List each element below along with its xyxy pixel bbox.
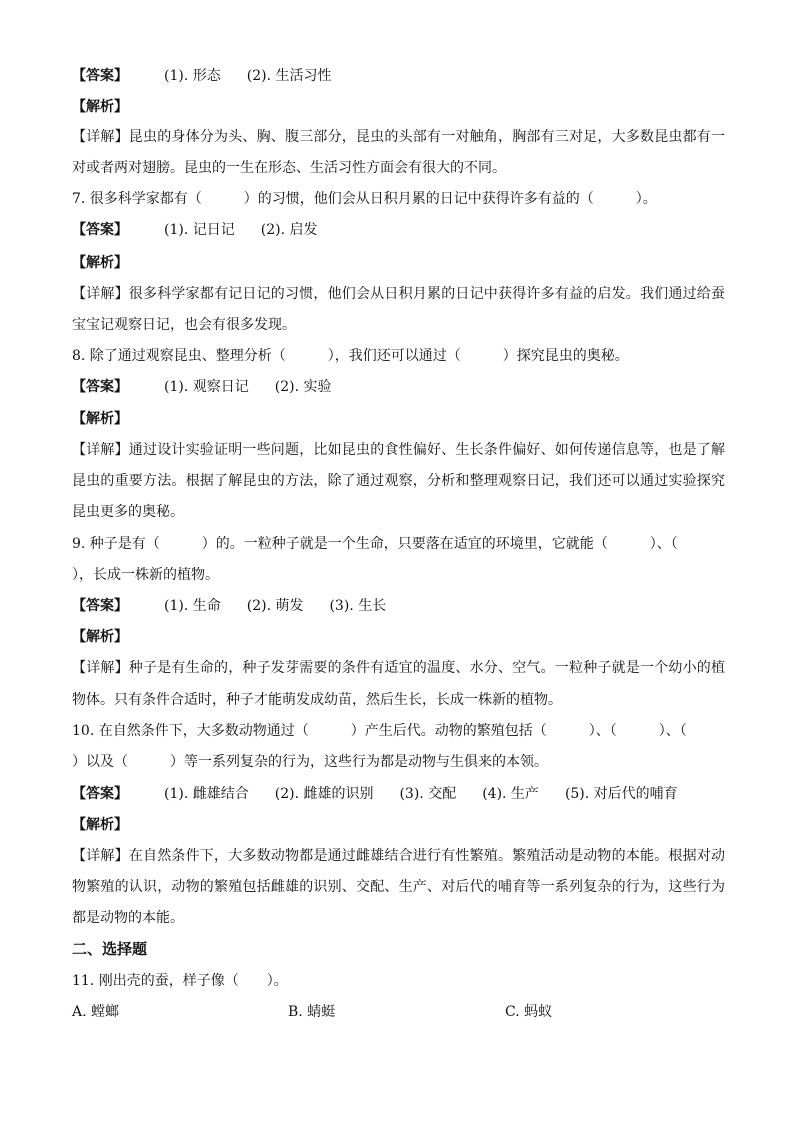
detail-text: 都是动物的本能。 bbox=[72, 910, 184, 926]
option-c: C. 蚂蚁 bbox=[505, 1004, 553, 1020]
analysis-tag: 【解析】 bbox=[72, 411, 128, 427]
analysis-tag: 【解析】 bbox=[72, 99, 128, 115]
answer-item: (1). 生命 bbox=[164, 598, 221, 614]
answer-item: (3). 交配 bbox=[399, 786, 457, 802]
section-heading: 二、选择题 bbox=[72, 940, 148, 958]
answer-item: (1). 雌雄结合 bbox=[164, 786, 249, 802]
answer-tag: 【答案】 bbox=[72, 222, 128, 238]
detail-text: 物繁殖的认识，动物的繁殖包括雌雄的识别、交配、生产、对后代的哺育等一系列复杂的行为，这些行为 bbox=[72, 879, 726, 895]
detail-text: 昆虫的重要方法。根据了解昆虫的方法，除了通过观察，分析和整理观察日记，我们还可以通过实验探究 bbox=[72, 473, 726, 489]
detail-text: 【详解】很多科学家都有记日记的习惯，他们会从日积月累的日记中获得许多有益的启发。我们通过给蚕 bbox=[72, 286, 726, 302]
option-b: B. 蜻蜓 bbox=[288, 1004, 336, 1020]
answer-item: (2). 萌发 bbox=[246, 598, 304, 614]
detail-text: 对或者两对翅膀。昆虫的一生在形态、生活习性方面会有很大的不同。 bbox=[72, 160, 506, 176]
answer-item: (2). 雌雄的识别 bbox=[274, 786, 374, 802]
answer-item: (2). 生活习性 bbox=[246, 68, 332, 84]
answer-item: (4). 生产 bbox=[482, 786, 539, 802]
answer-line bbox=[72, 66, 331, 86]
answer-line bbox=[72, 784, 678, 804]
answer-tag: 【答案】 bbox=[72, 68, 128, 84]
analysis-tag: 【解析】 bbox=[72, 817, 128, 833]
detail-text: 【详解】通过设计实验证明一些问题，比如昆虫的食性偏好、生长条件偏好、如何传递信息等，也是了解 bbox=[72, 442, 726, 458]
answer-item: (1). 记日记 bbox=[164, 222, 235, 238]
answer-tag: 【答案】 bbox=[72, 786, 128, 802]
answer-line bbox=[72, 377, 331, 397]
answer-line bbox=[72, 220, 317, 240]
answer-line bbox=[72, 596, 386, 616]
detail-text: 【详解】在自然条件下，大多数动物都是通过雌雄结合进行有性繁殖。繁殖活动是动物的本能。根据对动 bbox=[72, 848, 726, 864]
answer-tag: 【答案】 bbox=[72, 598, 128, 614]
answer-item: (1). 形态 bbox=[164, 68, 221, 84]
answer-item: (2). 实验 bbox=[274, 379, 332, 395]
question-10: 10. 在自然条件下，大多数动物通过（ ）产生后代。动物的繁殖包括（ ）、（ ）、（ bbox=[72, 723, 687, 739]
question-11: 11. 刚出壳的蚕，样子像（ ）。 bbox=[72, 973, 288, 989]
answer-item: (2). 启发 bbox=[260, 222, 318, 238]
detail-text: 【详解】昆虫的身体分为头、胸、腹三部分，昆虫的头部有一对触角，胸部有三对足，大多数昆虫都有一 bbox=[72, 129, 726, 145]
question-9-cont: ），长成一株新的植物。 bbox=[72, 567, 219, 583]
detail-text: 【详解】种子是有生命的，种子发芽需要的条件有适宜的温度、水分、空气。一粒种子就是一个幼小的植 bbox=[72, 660, 726, 676]
answer-tag: 【答案】 bbox=[72, 379, 128, 395]
answer-item: (3). 生长 bbox=[329, 598, 387, 614]
answer-item: (1). 观察日记 bbox=[164, 379, 249, 395]
detail-text: 宝宝记观察日记，也会有很多发现。 bbox=[72, 317, 296, 333]
question-10-cont: ）以及（ ）等一系列复杂的行为，这些行为都是动物与生俱来的本领。 bbox=[72, 754, 548, 770]
question-8: 8. 除了通过观察昆虫、整理分析（ ），我们还可以通过（ ）探究昆虫的奥秘。 bbox=[72, 348, 629, 364]
option-a: A. 螳螂 bbox=[72, 1004, 120, 1020]
question-7: 7. 很多科学家都有（ ）的习惯，他们会从日积月累的日记中获得许多有益的（ ）。 bbox=[72, 191, 657, 207]
analysis-tag: 【解析】 bbox=[72, 255, 128, 271]
answer-item: (5). 对后代的哺育 bbox=[564, 786, 678, 802]
analysis-tag: 【解析】 bbox=[72, 629, 128, 645]
detail-text: 物体。只有条件合适时，种子才能萌发成幼苗，然后生长，长成一株新的植物。 bbox=[72, 692, 562, 708]
question-9: 9. 种子是有（ ）的。一粒种子就是一个生命，只要落在适宜的环境里，它就能（ ）、（ bbox=[72, 536, 678, 552]
detail-text: 昆虫更多的奥秘。 bbox=[72, 504, 184, 520]
